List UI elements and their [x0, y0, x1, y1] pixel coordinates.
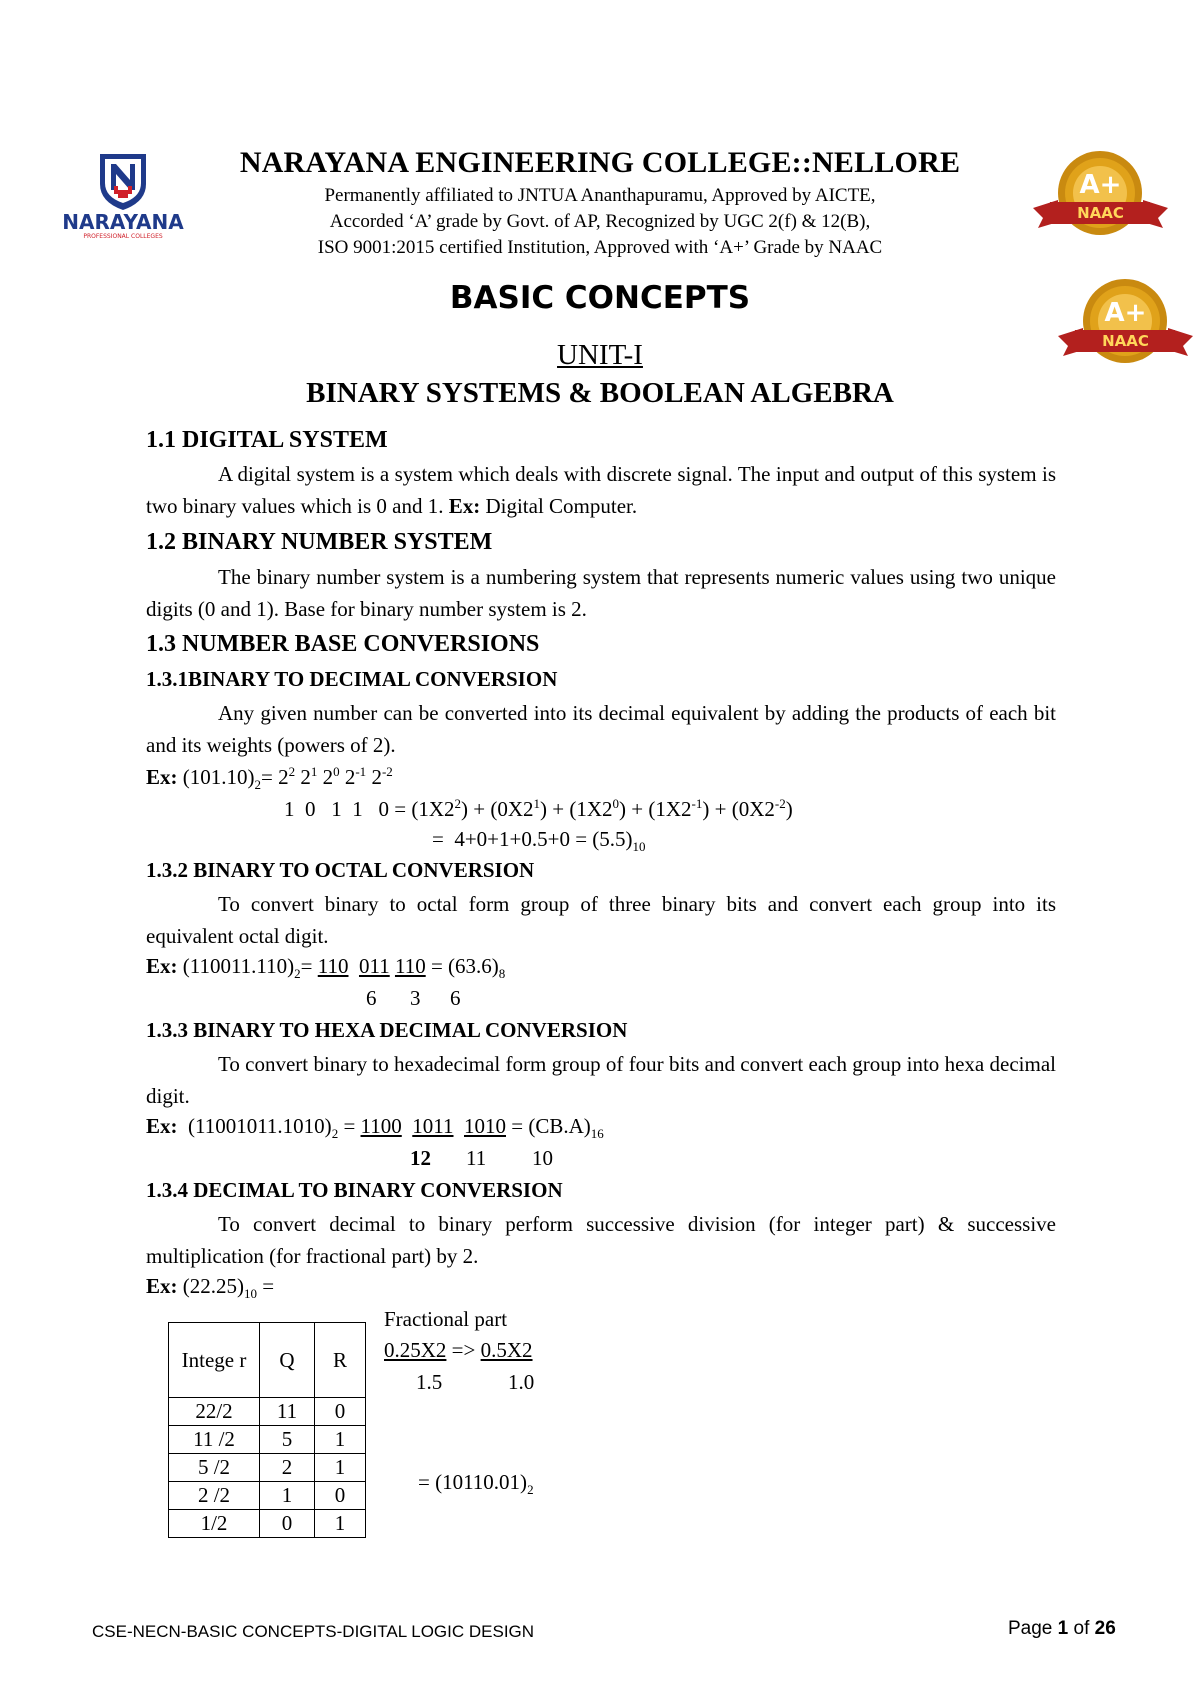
section-heading-1-3: 1.3 NUMBER BASE CONVERSIONS [146, 631, 540, 657]
example-1-3-4: Ex: $(22.25)_{10}$ = [146, 1274, 275, 1302]
affiliation-line: Permanently affiliated to JNTUA Ananthapuramu, Approved by AICTE, [324, 185, 876, 206]
affiliation-line: ISO 9001:2015 certified Institution, Approved with ‘A+’ Grade by NAAC [317, 237, 883, 258]
table-row: 22/2 11 0 [169, 1398, 366, 1426]
logo-text: NARAYANA [62, 210, 184, 234]
example-1-3-1-sum: = $4+0+1+0.5+0 = (5.5)_{10}$ [432, 827, 646, 855]
table-row: 2 /2 1 0 [169, 1482, 366, 1510]
example-1-3-2: Ex: $(110011.110)_2= 110$ 011 $110 = (63.6)_8$ [146, 954, 506, 982]
naac-badge-bottom: A+ NAAC [1053, 276, 1198, 376]
octal-digit: 6 [366, 986, 377, 1010]
logo-subtext: PROFESSIONAL COLLEGES [83, 233, 163, 240]
fractional-steps: 0.25X2 => 0.5X2 [384, 1338, 533, 1362]
unit-heading: UNIT-I [557, 339, 643, 371]
section-heading-1-3-4: 1.3.4 DECIMAL TO BINARY CONVERSION [146, 1178, 563, 1202]
hex-digit: 10 [532, 1146, 553, 1170]
document-title: BASIC CONCEPTS [449, 280, 751, 316]
table-header-cell: Intege r [169, 1323, 260, 1398]
section-text-1-1: A digital system is a system which deals with discrete signal. The input and output of this system is two binary values which is 0 and 1. Ex: Digital Computer. [146, 462, 1056, 518]
hex-digit: 12 [410, 1146, 431, 1170]
section-heading-1-3-2: 1.3.2 BINARY TO OCTAL CONVERSION [146, 858, 535, 882]
table-header-cell: R [315, 1323, 366, 1398]
section-text-1-3-1: Any given number can be converted into its decimal equivalent by adding the products of each bit and its weights (powers of 2). [146, 701, 1056, 757]
affiliation-line: Accorded ‘A’ grade by Govt. of AP, Recognized by UGC 2(f) & 12(B), [329, 211, 871, 232]
section-text-1-2: The binary number system is a numbering system that represents numeric values using two unique digits (0 and 1). Base for binary number system is 2. [146, 565, 1056, 621]
section-heading-1-2: 1.2 BINARY NUMBER SYSTEM [146, 529, 493, 555]
example-1-3-3: Ex: $(11001011.1010)_2 = 1100$ 1011 $1010 = (CB.A)_{16}$ [146, 1114, 604, 1142]
naac-badge-top: A+ NAAC [1028, 148, 1173, 248]
octal-digit: 6 [450, 986, 461, 1010]
unit-subtitle: BINARY SYSTEMS & BOOLEAN ALGEBRA [306, 377, 894, 409]
final-binary-result: = $(10110.01)_2$ [418, 1470, 534, 1498]
octal-digit: 3 [410, 986, 421, 1010]
footer-page-number: Page 1 of 26 [1008, 1618, 1116, 1639]
example-1-3-1: Ex: $(101.10)_2= 2^2$ $2^1$ $2^0$ $2^{-1}$ $2^{-2}$ [146, 764, 393, 793]
division-table [168, 1322, 366, 1538]
section-text-1-3-3: To convert binary to hexadecimal form group of four bits and convert each group into hexa decimal digit. [146, 1052, 1056, 1108]
section-heading-1-3-1: 1.3.1BINARY TO DECIMAL CONVERSION [146, 667, 558, 691]
table-row: 11 /2 5 1 [169, 1426, 366, 1454]
section-text-1-3-4: To convert decimal to binary perform successive division (for integer part) & successive multiplication (for fractional part) by 2. [146, 1212, 1056, 1268]
fractional-part-label: Fractional part [384, 1307, 508, 1331]
footer-course-label: CSE-NECN-BASIC CONCEPTS-DIGITAL LOGIC DESIGN [92, 1622, 535, 1641]
table-header-row [169, 1323, 366, 1398]
table-row: 5 /2 2 1 [169, 1454, 366, 1482]
section-heading-1-3-3: 1.3.3 BINARY TO HEXA DECIMAL CONVERSION [146, 1018, 628, 1042]
section-text-1-3-2: To convert binary to octal form group of three binary bits and convert each group into its equivalent octal digit. [146, 892, 1056, 948]
section-heading-1-1: 1.1 DIGITAL SYSTEM [146, 427, 388, 453]
hex-digit: 11 [466, 1146, 487, 1170]
college-name: NARAYANA ENGINEERING COLLEGE::NELLORE [239, 146, 961, 179]
table-header-cell: Q [260, 1323, 315, 1398]
fractional-result: 1.5 [416, 1370, 443, 1394]
fractional-result: 1.0 [508, 1370, 535, 1394]
example-1-3-1-expansion: 1 0 1 1 $0 = (1X2^2) + (0X2^1) + (1X2^0) + (1X2^{-1}) + (0X2^{-2})$ [284, 796, 793, 821]
affiliation-text [0, 183, 1200, 261]
table-row: 1/2 0 1 [169, 1510, 366, 1538]
